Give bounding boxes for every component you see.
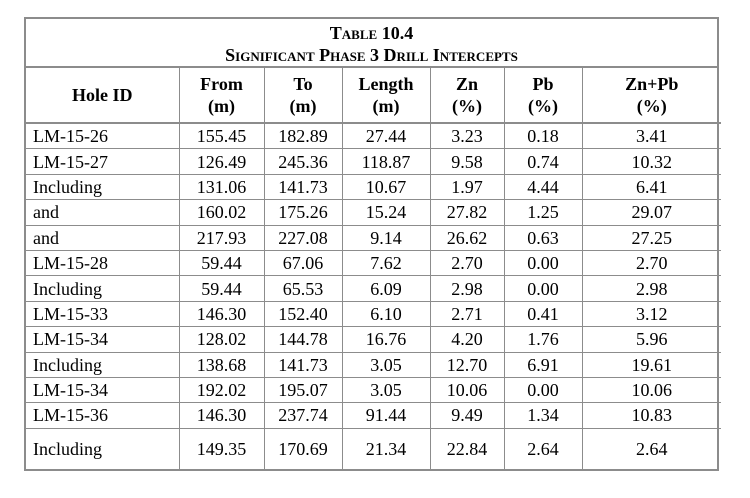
table-cell-from: 217.93 bbox=[179, 225, 264, 250]
table-cell-pb: 4.44 bbox=[504, 174, 582, 199]
table-cell-length: 3.05 bbox=[342, 352, 430, 377]
drill-intercepts-table-frame bbox=[24, 17, 719, 471]
table-cell-to: 141.73 bbox=[264, 174, 342, 199]
table-body bbox=[26, 123, 721, 469]
table-cell-to: 65.53 bbox=[264, 276, 342, 301]
table-cell-pb: 0.41 bbox=[504, 301, 582, 326]
table-cell-hole-id: LM-15-34 bbox=[26, 377, 179, 402]
table-cell-zn-pb: 10.32 bbox=[582, 149, 721, 174]
table-cell-length: 7.62 bbox=[342, 250, 430, 275]
table-row bbox=[26, 250, 721, 275]
table-cell-to: 144.78 bbox=[264, 327, 342, 352]
table-row bbox=[26, 377, 721, 402]
table-cell-zn: 26.62 bbox=[430, 225, 504, 250]
table-cell-zn-pb: 29.07 bbox=[582, 200, 721, 225]
table-cell-hole-id: Including bbox=[26, 276, 179, 301]
table-cell-hole-id: Including bbox=[26, 428, 179, 469]
table-cell-zn: 2.70 bbox=[430, 250, 504, 275]
table-cell-zn-pb: 27.25 bbox=[582, 225, 721, 250]
column-header-hole-id bbox=[26, 68, 179, 123]
table-cell-length: 91.44 bbox=[342, 403, 430, 428]
table-cell-zn-pb: 6.41 bbox=[582, 174, 721, 199]
table-cell-hole-id: and bbox=[26, 225, 179, 250]
table-cell-zn: 9.49 bbox=[430, 403, 504, 428]
table-cell-pb: 1.34 bbox=[504, 403, 582, 428]
drill-intercepts-table bbox=[26, 68, 721, 469]
table-cell-hole-id: LM-15-34 bbox=[26, 327, 179, 352]
column-header-unit: (%) bbox=[452, 96, 482, 116]
table-cell-zn: 1.97 bbox=[430, 174, 504, 199]
table-cell-zn-pb: 3.12 bbox=[582, 301, 721, 326]
table-cell-length: 6.10 bbox=[342, 301, 430, 326]
table-row bbox=[26, 301, 721, 326]
table-cell-zn: 12.70 bbox=[430, 352, 504, 377]
table-cell-hole-id: Including bbox=[26, 352, 179, 377]
table-row bbox=[26, 225, 721, 250]
table-cell-hole-id: Including bbox=[26, 174, 179, 199]
table-cell-zn-pb: 2.64 bbox=[582, 428, 721, 469]
table-cell-from: 155.45 bbox=[179, 123, 264, 149]
table-title: Table 10.4 bbox=[329, 23, 414, 43]
table-cell-zn-pb: 2.70 bbox=[582, 250, 721, 275]
table-row bbox=[26, 428, 721, 469]
table-cell-from: 146.30 bbox=[179, 403, 264, 428]
table-row bbox=[26, 123, 721, 149]
table-cell-length: 6.09 bbox=[342, 276, 430, 301]
table-cell-pb: 2.64 bbox=[504, 428, 582, 469]
table-row bbox=[26, 149, 721, 174]
column-header-to bbox=[264, 68, 342, 123]
table-cell-hole-id: and bbox=[26, 200, 179, 225]
table-cell-zn: 27.82 bbox=[430, 200, 504, 225]
table-cell-from: 59.44 bbox=[179, 250, 264, 275]
column-header-zn-pb bbox=[582, 68, 721, 123]
table-cell-to: 227.08 bbox=[264, 225, 342, 250]
table-cell-from: 192.02 bbox=[179, 377, 264, 402]
table-cell-from: 59.44 bbox=[179, 276, 264, 301]
column-header-pb bbox=[504, 68, 582, 123]
table-cell-pb: 0.00 bbox=[504, 276, 582, 301]
table-cell-zn: 22.84 bbox=[430, 428, 504, 469]
table-cell-zn-pb: 3.41 bbox=[582, 123, 721, 149]
table-cell-to: 182.89 bbox=[264, 123, 342, 149]
table-cell-zn-pb: 10.06 bbox=[582, 377, 721, 402]
column-header-unit: (m) bbox=[289, 96, 317, 116]
table-subtitle: Significant Phase 3 Drill Intercepts bbox=[225, 45, 518, 65]
table-cell-length: 27.44 bbox=[342, 123, 430, 149]
table-cell-to: 141.73 bbox=[264, 352, 342, 377]
table-cell-pb: 6.91 bbox=[504, 352, 582, 377]
table-cell-zn: 2.98 bbox=[430, 276, 504, 301]
table-cell-length: 9.14 bbox=[342, 225, 430, 250]
table-title-block bbox=[26, 19, 717, 68]
table-cell-from: 126.49 bbox=[179, 149, 264, 174]
column-header-label: Length bbox=[358, 74, 414, 94]
column-header-unit: (%) bbox=[636, 96, 667, 116]
table-cell-from: 131.06 bbox=[179, 174, 264, 199]
table-cell-length: 118.87 bbox=[342, 149, 430, 174]
table-cell-length: 16.76 bbox=[342, 327, 430, 352]
table-cell-to: 175.26 bbox=[264, 200, 342, 225]
table-row bbox=[26, 327, 721, 352]
table-cell-pb: 0.00 bbox=[504, 377, 582, 402]
column-header-label: Hole ID bbox=[72, 85, 133, 105]
table-cell-to: 245.36 bbox=[264, 149, 342, 174]
table-cell-pb: 0.18 bbox=[504, 123, 582, 149]
table-cell-length: 10.67 bbox=[342, 174, 430, 199]
column-header-label: Zn bbox=[455, 74, 479, 94]
table-cell-to: 67.06 bbox=[264, 250, 342, 275]
table-cell-pb: 0.74 bbox=[504, 149, 582, 174]
table-cell-zn: 10.06 bbox=[430, 377, 504, 402]
table-cell-hole-id: LM-15-33 bbox=[26, 301, 179, 326]
table-cell-length: 15.24 bbox=[342, 200, 430, 225]
table-cell-to: 152.40 bbox=[264, 301, 342, 326]
table-cell-zn: 2.71 bbox=[430, 301, 504, 326]
table-cell-pb: 1.76 bbox=[504, 327, 582, 352]
table-cell-to: 195.07 bbox=[264, 377, 342, 402]
table-cell-hole-id: LM-15-26 bbox=[26, 123, 179, 149]
table-cell-hole-id: LM-15-28 bbox=[26, 250, 179, 275]
table-cell-zn-pb: 19.61 bbox=[582, 352, 721, 377]
table-cell-from: 128.02 bbox=[179, 327, 264, 352]
table-cell-length: 3.05 bbox=[342, 377, 430, 402]
table-cell-from: 149.35 bbox=[179, 428, 264, 469]
table-cell-to: 237.74 bbox=[264, 403, 342, 428]
column-header-length bbox=[342, 68, 430, 123]
table-cell-pb: 1.25 bbox=[504, 200, 582, 225]
table-header-row bbox=[26, 68, 721, 123]
column-header-from bbox=[179, 68, 264, 123]
column-header-label: Zn+Pb bbox=[625, 74, 679, 94]
table-cell-hole-id: LM-15-36 bbox=[26, 403, 179, 428]
table-cell-zn: 9.58 bbox=[430, 149, 504, 174]
table-row bbox=[26, 174, 721, 199]
column-header-zn bbox=[430, 68, 504, 123]
table-cell-zn: 4.20 bbox=[430, 327, 504, 352]
table-cell-from: 138.68 bbox=[179, 352, 264, 377]
table-row bbox=[26, 276, 721, 301]
table-row bbox=[26, 352, 721, 377]
table-cell-from: 160.02 bbox=[179, 200, 264, 225]
table-cell-pb: 0.63 bbox=[504, 225, 582, 250]
table-cell-zn-pb: 5.96 bbox=[582, 327, 721, 352]
table-row bbox=[26, 403, 721, 428]
table-cell-zn-pb: 2.98 bbox=[582, 276, 721, 301]
column-header-unit: (m) bbox=[372, 96, 400, 116]
column-header-label: To bbox=[293, 74, 313, 94]
table-cell-from: 146.30 bbox=[179, 301, 264, 326]
table-row bbox=[26, 200, 721, 225]
table-cell-zn-pb: 10.83 bbox=[582, 403, 721, 428]
column-header-unit: (m) bbox=[208, 96, 235, 116]
column-header-label: Pb bbox=[532, 74, 554, 94]
column-header-label: From bbox=[200, 74, 243, 94]
table-cell-zn: 3.23 bbox=[430, 123, 504, 149]
table-cell-length: 21.34 bbox=[342, 428, 430, 469]
column-header-unit: (%) bbox=[528, 96, 558, 116]
table-cell-to: 170.69 bbox=[264, 428, 342, 469]
table-cell-pb: 0.00 bbox=[504, 250, 582, 275]
table-cell-hole-id: LM-15-27 bbox=[26, 149, 179, 174]
